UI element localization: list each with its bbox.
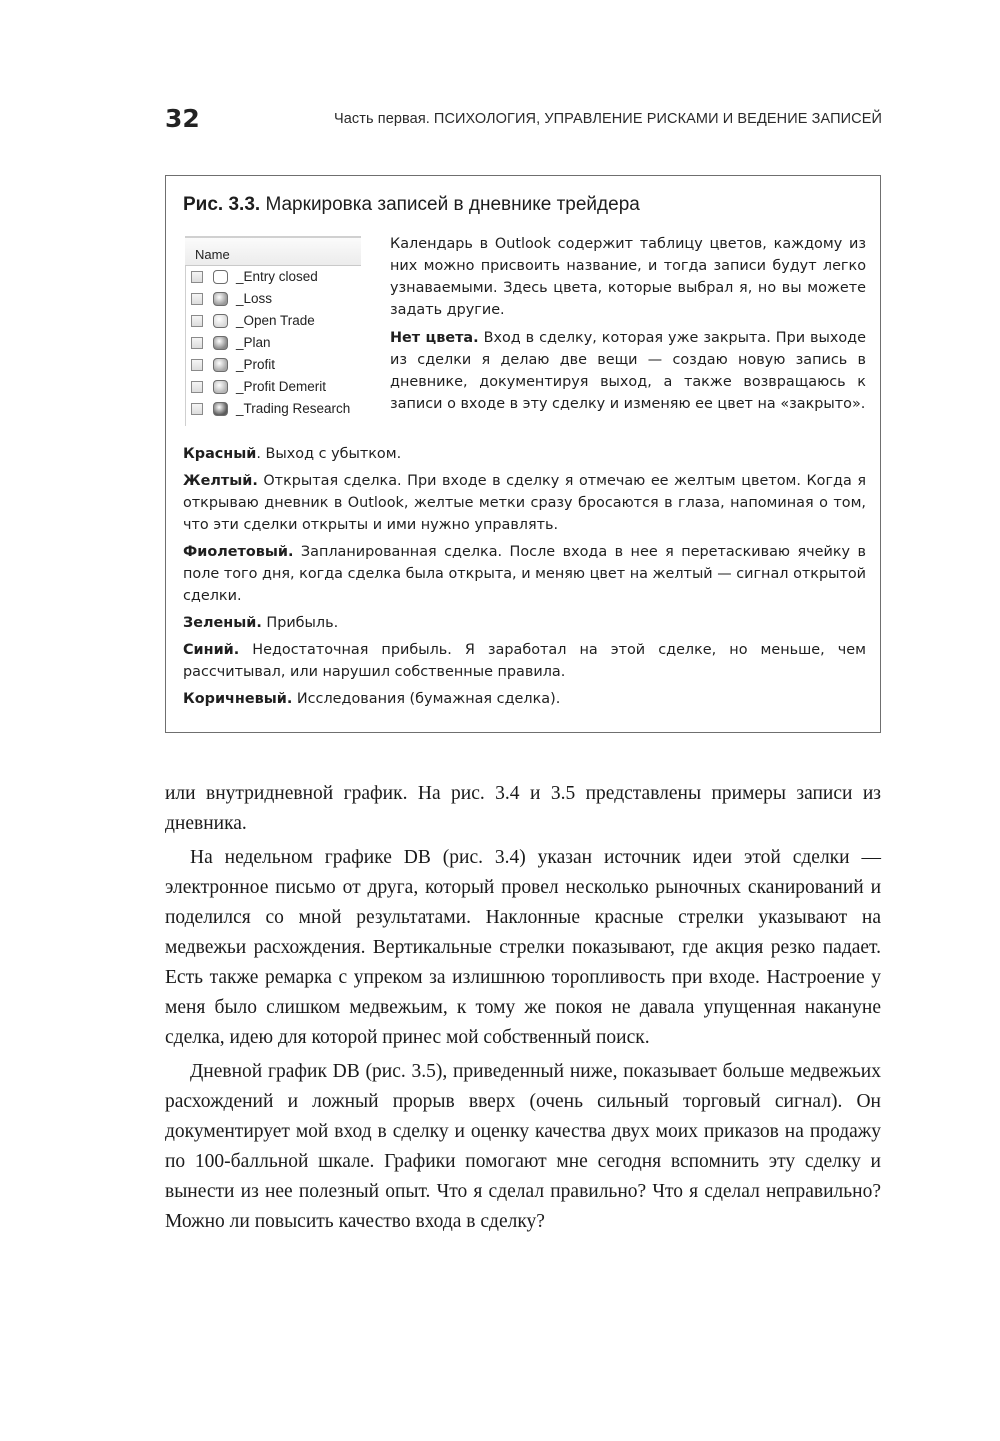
definition-term: Фиолетовый. <box>183 544 294 560</box>
color-swatch-icon <box>213 402 228 416</box>
definition-term: Нет цвета. <box>390 330 479 346</box>
running-head <box>334 111 882 127</box>
definition-green <box>183 612 866 634</box>
definition-term: Красный <box>183 446 257 462</box>
definition-text: . Выход с убытком. <box>256 446 402 462</box>
definition-term: Зеленый. <box>183 615 262 631</box>
checkbox-icon[interactable] <box>191 403 203 415</box>
definition-term: Коричневый. <box>183 691 293 707</box>
category-row[interactable] <box>185 332 361 354</box>
definition-text: Исследования (бумажная сделка). <box>292 691 561 707</box>
definition-text: Вход в сделку, которая уже закрыта. При выходе из сделки я делаю две вещи — создаю новую запись в дневнике, документируя выход, а также возвращаюсь к записи о входе в эту сделку и изменяю ее цвет на «закрыто». <box>390 330 866 412</box>
intro-paragraph: Календарь в Outlook содержит таблицу цветов, каждому из них можно присвоить название, и тогда записи будут легко узнаваемыми. Здесь цвета, которые выбрал я, но вы можете задать другие. <box>390 236 866 318</box>
definition-text: Недостаточная прибыль. Я заработал на этой сделке, но меньше, чем рассчитывал, или нарушил собственные правила. <box>183 642 866 680</box>
category-label: _Plan <box>236 335 271 350</box>
definition-purple <box>183 541 866 607</box>
figure-number: Рис. 3.3. <box>183 194 261 215</box>
category-list <box>185 266 361 420</box>
definition-no-color <box>390 327 866 415</box>
definition-term: Синий. <box>183 642 240 658</box>
checkbox-icon[interactable] <box>191 381 203 393</box>
category-label: _Entry closed <box>236 269 318 284</box>
category-row[interactable] <box>185 288 361 310</box>
body-paragraph: На недельном графике DB (рис. 3.4) указан источник идеи этой сделки — электронное письмо от друга, который провел несколько рыночных сканирований и поделился со мной результатами. Наклонные красные стрелки указывают на медвежьи расхождения. Вертикальные стрелки показывают, где акция резко падает. Есть также ремарка с упреком за излишнюю торопливость при входе. Настроение у меня было слишком медвежьим, к тому же покоя не давала упущенная накануне сделка, идею для которой принес мой собственный поиск. <box>165 847 881 1048</box>
definition-yellow <box>183 470 866 536</box>
definition-red <box>183 443 866 465</box>
checkbox-icon[interactable] <box>191 315 203 327</box>
category-row[interactable] <box>185 266 361 288</box>
category-label: _Profit Demerit <box>236 379 327 394</box>
definition-text: Прибыль. <box>261 615 339 631</box>
figure-box <box>165 175 881 733</box>
checkbox-icon[interactable] <box>191 293 203 305</box>
definition-text: Открытая сделка. При входе в сделку я отмечаю ее желтым цветом. Когда я открываю дневник в Outlook, желтые метки сразу бросаются в глаза, напоминая о том, что эти сделки открыты и ими нужно управлять. <box>183 473 866 533</box>
definition-text: Запланированная сделка. После входа в нее я перетаскиваю ячейку в поле того дня, когда сделка была открыта, и меняю цвет на желтый — сигнал открытой сделки. <box>183 544 866 604</box>
color-swatch-icon <box>213 270 228 284</box>
body-text <box>165 779 881 1241</box>
category-label: _Open Trade <box>236 313 315 328</box>
panel-header: Name <box>185 236 361 266</box>
color-swatch-icon <box>213 314 228 328</box>
figure-caption: Маркировка записей в дневнике трейдера <box>265 194 640 215</box>
running-head-section: ПСИХОЛОГИЯ, УПРАВЛЕНИЕ РИСКАМИ И ВЕДЕНИЕ ЗАПИСЕЙ <box>433 111 882 127</box>
definition-term: Желтый. <box>183 473 258 489</box>
page-number: 32 <box>165 104 200 133</box>
definition-brown <box>183 688 866 710</box>
category-row[interactable] <box>185 310 361 332</box>
body-paragraph: Дневной график DB (рис. 3.5), приведенный ниже, показывает больше медвежьих расхождений и ложный прорыв вверх (очень сильный торговый сигнал). Он документирует мой вход в сделку и оценку качества двух моих приказов на продажу по 100-балльной шкале. Графики помогают мне сегодня вспомнить эту сделку и вынести из нее полезный опыт. Что я сделал правильно? Что я сделал неправильно? Можно ли повысить качество входа в сделку? <box>165 1061 881 1232</box>
definition-list <box>183 443 866 715</box>
running-head-part: Часть первая. <box>333 111 430 127</box>
category-row[interactable] <box>185 376 361 398</box>
checkbox-icon[interactable] <box>191 359 203 371</box>
category-label: _Profit <box>236 357 276 372</box>
category-row[interactable] <box>185 398 361 420</box>
checkbox-icon[interactable] <box>191 337 203 349</box>
color-swatch-icon <box>213 292 228 306</box>
category-label: _Trading Research <box>236 401 351 416</box>
outlook-category-panel <box>185 236 361 426</box>
definition-blue <box>183 639 866 683</box>
category-label: _Loss <box>236 291 273 306</box>
body-paragraph: или внутридневной график. На рис. 3.4 и 3.5 представлены примеры записи из дневника. <box>165 783 881 834</box>
figure-intro <box>390 233 866 421</box>
color-swatch-icon <box>213 336 228 350</box>
checkbox-icon[interactable] <box>191 271 203 283</box>
category-row[interactable] <box>185 354 361 376</box>
color-swatch-icon <box>213 358 228 372</box>
figure-title <box>183 194 640 216</box>
color-swatch-icon <box>213 380 228 394</box>
